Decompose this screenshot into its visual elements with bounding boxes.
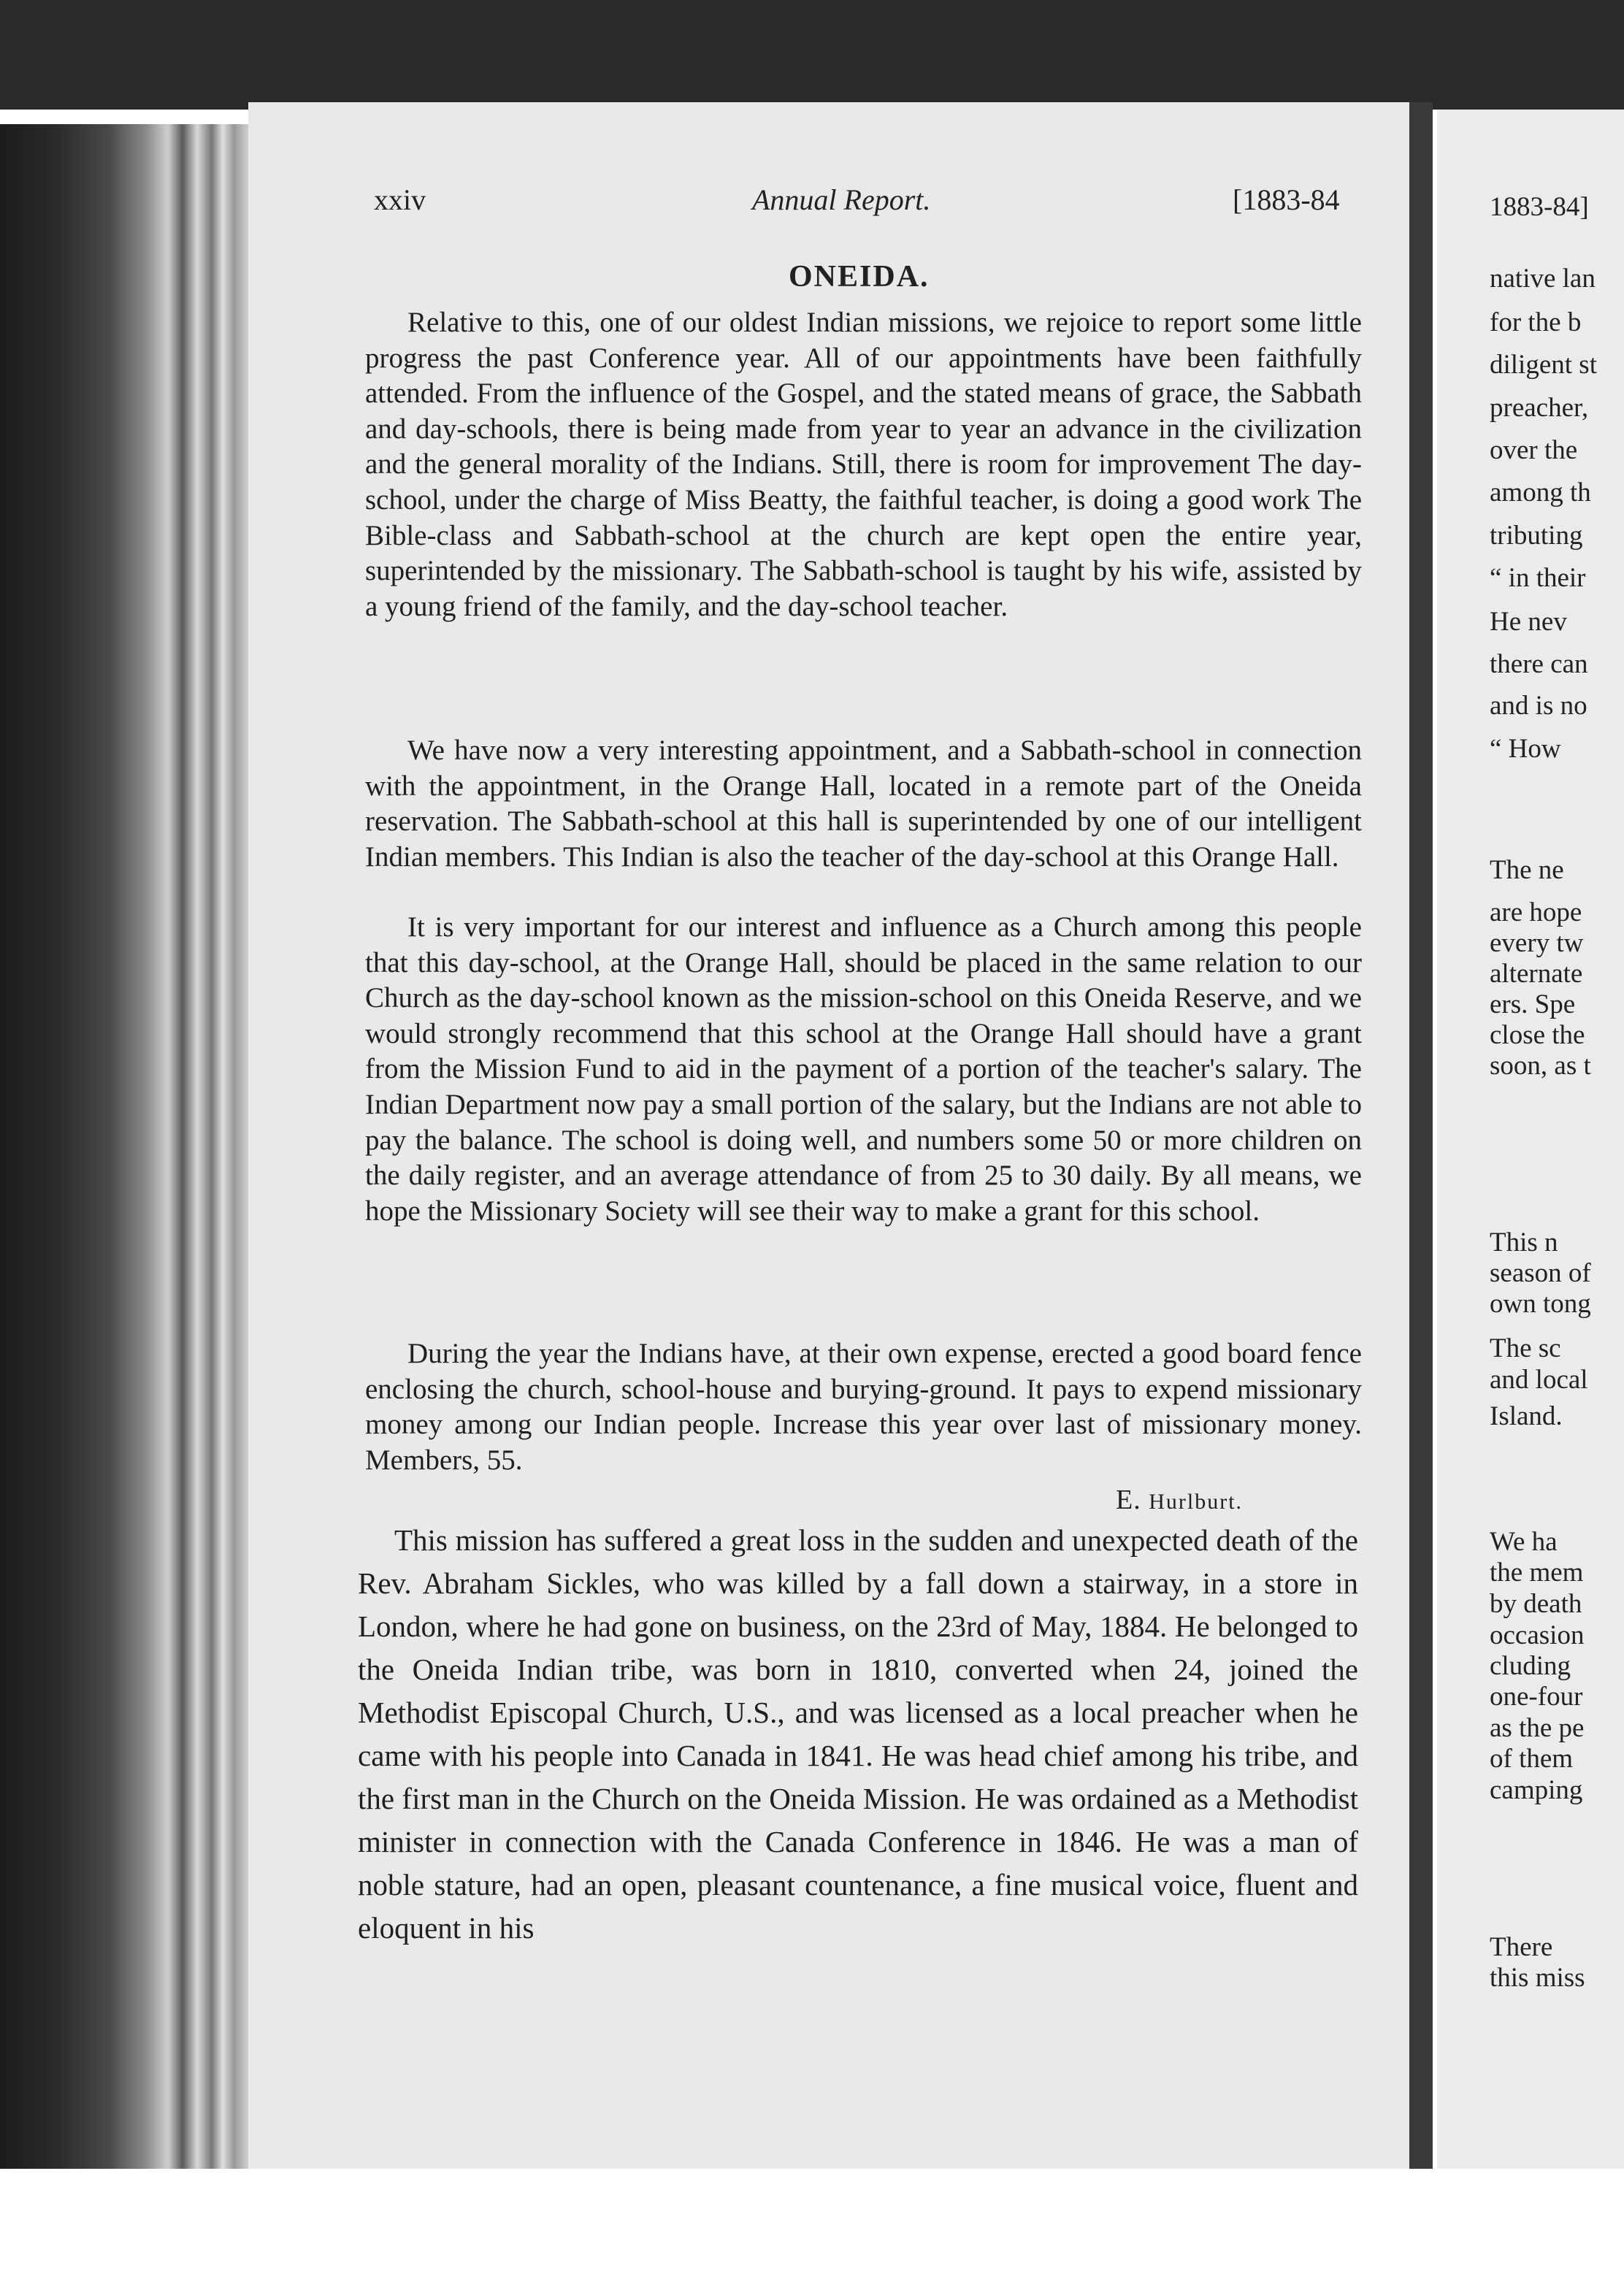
facing-page-line: every tw [1490,928,1584,958]
memorial-paragraph: This mission has suffered a great loss in the sudden and unexpected death of the Rev. Abraham Sickles, who was killed by a fall down a stairway, in a store in London, where he had gone on business, on the 23rd of May, 1884. He belonged to the Oneida Indian tribe, was born in 1810, converted when 24, joined the Methodist Episcopal Church, U.S., and was licensed as a local preacher when he came with his people into Canada in 1841. He was head chief among his tribe, and the first man in the Church on the Oneida Mission. He was ordained as a Methodist minister in connection with the Canada Conference in 1846. He was a man of noble stature, had an open, pleasant countenance, a fine musical voice, fluent and eloquent in his [358,1523,1358,1945]
facing-page-line: one-four [1490,1682,1583,1712]
facing-page-line: cluding [1490,1651,1571,1681]
facing-page-line: Island. [1490,1401,1563,1431]
book-gutter [1409,102,1433,2169]
facing-page-line: there can [1490,649,1588,679]
section-title: ONEIDA. [789,260,930,294]
facing-page-line: soon, as t [1490,1051,1591,1081]
facing-page-line: preacher, [1490,393,1589,423]
facing-page-line: camping [1490,1775,1583,1805]
facing-page-line: tributing [1490,521,1583,551]
facing-page-line: season of [1490,1258,1591,1288]
facing-page-line: occasion [1490,1620,1585,1650]
facing-page-line: alternate [1490,959,1583,989]
facing-page-header: 1883-84] [1490,192,1589,222]
scan-background-top [0,0,1624,110]
facing-page-line: own tong [1490,1289,1591,1319]
facing-page-line: and is no [1490,691,1587,721]
signature-initial: E. [1116,1485,1149,1515]
facing-page-line: and local [1490,1365,1588,1395]
facing-page-line: “ in their [1490,563,1586,593]
facing-page-line: the mem [1490,1558,1584,1588]
facing-page-line: of them [1490,1744,1574,1774]
facing-page-line: ers. Spe [1490,989,1576,1019]
facing-page-line: over the [1490,435,1578,465]
paragraph: During the year the Indians have, at their own expense, erected a good board fence enclosing the church, school-house and burying-ground. It pays to expend missionary money among our Indian people. Increase this year over last of missionary money. Members, 55. [365,1338,1362,1476]
facing-page-line: The ne [1490,855,1564,885]
signature-name: Hurlburt. [1149,1490,1244,1514]
facing-page-line: native lan [1490,264,1596,294]
facing-page-line: He nev [1490,607,1567,637]
page-number: xxiv [374,183,426,216]
facing-page-line: This n [1490,1228,1558,1257]
scan-background-bottom [0,2183,1624,2290]
facing-page-line: The sc [1490,1333,1561,1363]
facing-page-line: among th [1490,478,1591,508]
facing-page-line: diligent st [1490,350,1597,380]
facing-page-line: this miss [1490,1963,1585,1993]
facing-page-line: We ha [1490,1527,1558,1557]
page-year: [1883-84 [1233,183,1340,216]
facing-page-line: There [1490,1932,1553,1962]
running-title: Annual Report. [752,183,931,216]
paragraph: Relative to this, one of our oldest Indian missions, we rejoice to report some little progress the past Conference year. All of our appointments have been faithfully attended. From the influence of the Gospel, and the stated means of grace, the Sabbath and day-schools, there is being made from year to year an advance in the civilization and the general morality of the Indians. Still, there is room for improvement The day-school, under the charge of Miss Beatty, the faithful teacher, is doing a good work The Bible-class and Sabbath-school at the church are kept open the entire year, superintended by the missionary. The Sabbath-school is taught by his wife, assisted by a young friend of the family, and the day-school teacher. [365,307,1362,622]
book-page-edges [0,124,248,2169]
paragraph: It is very important for our interest and influence as a Church among this people that this day-school, at the Orange Hall, should be placed in the same relation to our Church as the day-school known as the mission-school on this Oneida Reserve, and we would strongly recommend that this school at the Orange Hall should have a grant from the Mission Fund to aid in the payment of a portion of the teacher's salary. The Indian Department now pay a small portion of the salary, but the Indians are not able to pay the balance. The school is doing well, and numbers some 50 or more children on the daily register, and an average attendance of from 25 to 30 daily. By all means, we hope the Missionary Society will see their way to make a grant for this school. [365,911,1362,1227]
facing-page-line: for the b [1490,307,1582,337]
signature [1116,1484,1243,1516]
paragraph: We have now a very interesting appointment, and a Sabbath-school in connection with the appointment, in the Orange Hall, located in a remote part of the Oneida reservation. The Sabbath-school at this hall is superintended by one of our intelligent Indian members. This Indian is also the teacher of the day-school at this Orange Hall. [365,735,1362,873]
facing-page-line: close the [1490,1020,1585,1050]
facing-page-line: as the pe [1490,1713,1585,1743]
facing-page-line: by death [1490,1589,1582,1619]
facing-page-line: are hope [1490,897,1582,927]
facing-page-line: “ How [1490,734,1561,764]
